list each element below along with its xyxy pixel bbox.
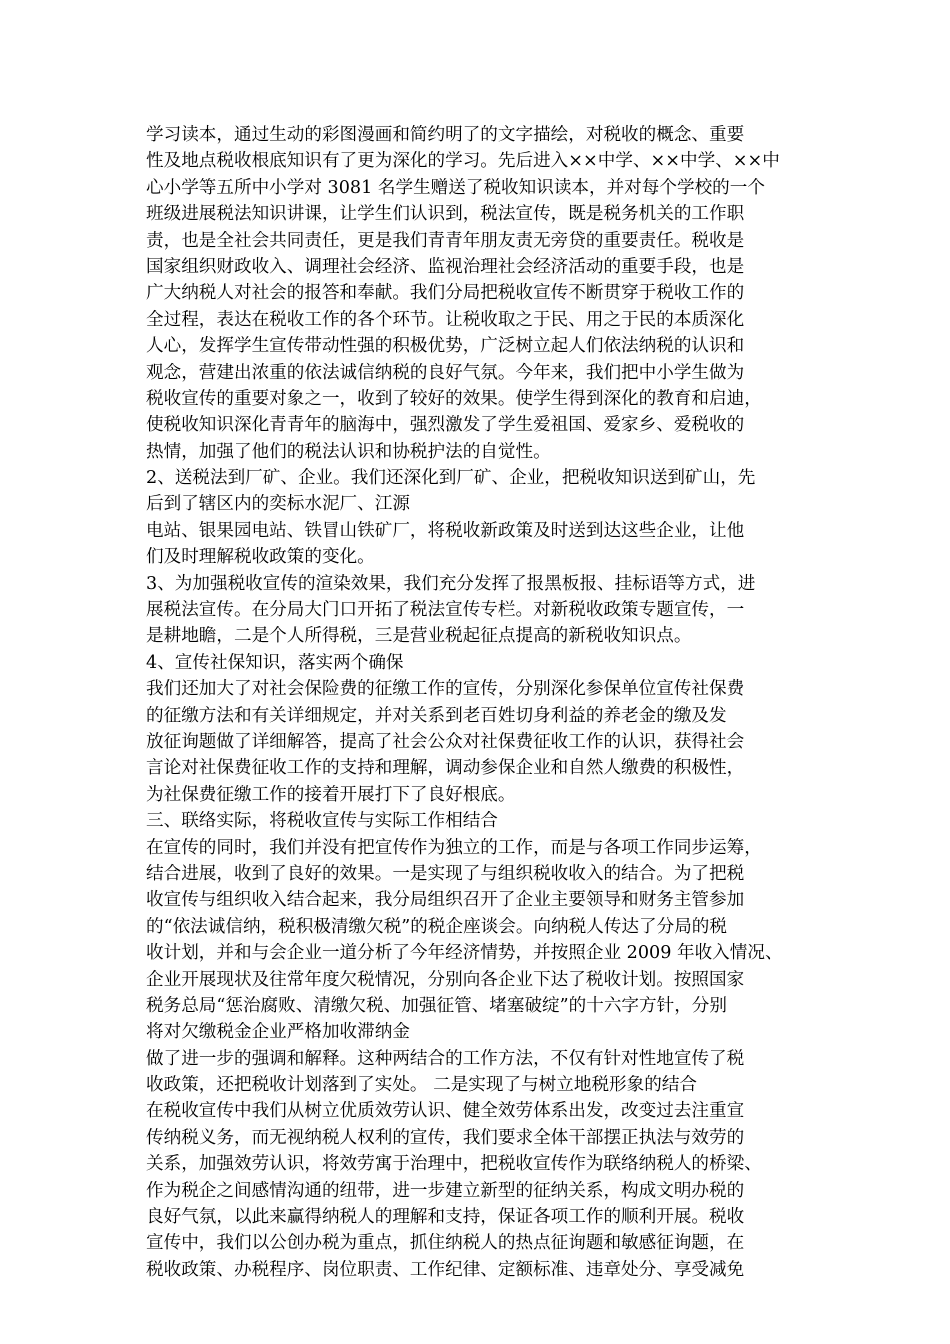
text-line: 良好气氛，以此来赢得纳税人的理解和支持，保证各项工作的顺利开展。税收 bbox=[146, 1207, 745, 1228]
text-line: 性及地点税收根底知识有了更为深化的学习。先后进入××中学、××中学、××中 bbox=[146, 151, 780, 172]
text-line: 观念，营建出浓重的依法诚信纳税的良好气氛。今年来，我们把中小学生做为 bbox=[146, 362, 745, 383]
text-line: 班级进展税法知识讲课，让学生们认识到，税法宣传，既是税务机关的工作职 bbox=[146, 204, 745, 225]
text-line: 企业开展现状及往常年度欠税情况，分别向各企业下达了税收计划。按照国家 bbox=[146, 969, 745, 990]
text-line: 做了进一步的强调和解释。这种两结合的工作方法，不仅有针对性地宣传了税 bbox=[146, 1048, 745, 1069]
text-line: 将对欠缴税金企业严格加收滞纳金 bbox=[146, 1022, 410, 1043]
text-line: 在宣传的同时，我们并没有把宣传作为独立的工作，而是与各项工作同步运筹， bbox=[146, 837, 762, 858]
text-line: 为社保费征缴工作的接着开展打下了良好根底。 bbox=[146, 784, 516, 805]
text-line: 税收宣传的重要对象之一，收到了较好的效果。使学生得到深化的教育和启迪， bbox=[146, 388, 762, 409]
text-line: 结合进展，收到了良好的效果。一是实现了与组织税收收入的结合。为了把税 bbox=[146, 863, 745, 884]
text-line: 学习读本，通过生动的彩图漫画和简约明了的文字描绘，对税收的概念、重要 bbox=[146, 125, 745, 145]
text-line: 的“依法诚信纳，税积极清缴欠税”的税企座谈会。向纳税人传达了分局的税 bbox=[146, 916, 727, 937]
text-line: 心小学等五所中小学对 3081 名学生赠送了税收知识读本，并对每个学校的一个 bbox=[146, 177, 765, 198]
text-line: 的征缴方法和有关详细规定，并对关系到老百姓切身利益的养老金的缴及发 bbox=[146, 705, 727, 726]
section-heading: 3、为加强税收宣传的渲染效果，我们充分发挥了报黑板报、挂标语等方式，进 bbox=[146, 573, 756, 594]
text-line: 作为税企之间感情沟通的纽带，进一步建立新型的征纳关系，构成文明办税的 bbox=[146, 1180, 745, 1201]
text-line: 电站、银果园电站、铁冒山铁矿厂，将税收新政策及时送到达这些企业，让他 bbox=[146, 520, 745, 541]
text-line: 国家组织财政收入、调理社会经济、监视治理社会经济活动的重要手段，也是 bbox=[146, 256, 745, 277]
section-heading: 2、送税法到厂矿、企业。我们还深化到厂矿、企业，把税收知识送到矿山，先 bbox=[146, 468, 756, 489]
text-line: 传纳税义务，而无视纳税人权利的宣传，我们要求全体干部摆正执法与效劳的 bbox=[146, 1127, 745, 1148]
text-line: 宣传中，我们以公创办税为重点，抓住纳税人的热点征询题和敏感征询题，在 bbox=[146, 1233, 745, 1254]
text-line: 收计划，并和与会企业一道分析了今年经济情势，并按照企业 2009 年收入情况、 bbox=[146, 943, 783, 964]
section-heading: 4、宣传社保知识，落实两个确保 bbox=[146, 652, 404, 673]
text-line: 税务总局“惩治腐败、清缴欠税、加强征管、堵塞破绽”的十六字方针，分别 bbox=[146, 995, 727, 1016]
text-line: 税收政策、办税程序、岗位职责、工作纪律、定额标准、违章处分、享受减免 bbox=[146, 1259, 745, 1280]
section-heading: 三、联络实际，将税收宣传与实际工作相结合 bbox=[146, 811, 498, 832]
text-line: 关系，加强效劳认识，将效劳寓于治理中，把税收宣传作为联络纳税人的桥梁、 bbox=[146, 1154, 762, 1175]
text-line: 是耕地瞻，二是个人所得税，三是营业税起征点提高的新税收知识点。 bbox=[146, 626, 692, 647]
text-line: 热情，加强了他们的税法认识和协税护法的自觉性。 bbox=[146, 441, 551, 462]
text-line: 全过程，表达在税收工作的各个环节。让税收取之于民、用之于民的本质深化 bbox=[146, 309, 745, 330]
text-line: 收政策，还把税收计划落到了实处。 二是实现了与树立地税形象的结合 bbox=[146, 1075, 698, 1096]
text-line: 放征询题做了详细解答，提高了社会公众对社保费征收工作的认识，获得社会 bbox=[146, 731, 745, 752]
text-line: 我们还加大了对社会保险费的征缴工作的宣传，分别深化参保单位宣传社保费 bbox=[146, 679, 745, 700]
text-line: 展税法宣传。在分局大门口开拓了税法宣传专栏。对新税收政策专题宣传，一 bbox=[146, 600, 745, 621]
text-line: 后到了辖区内的奕标水泥厂、江源 bbox=[146, 494, 410, 515]
text-line: 言论对社保费征收工作的支持和理解，调动参保企业和自然人缴费的积极性， bbox=[146, 758, 745, 779]
document-body bbox=[146, 122, 836, 1283]
text-line: 责，也是全社会共同责任，更是我们青青年朋友责无旁贷的重要责任。税收是 bbox=[146, 230, 745, 251]
text-line: 广大纳税人对社会的报答和奉献。我们分局把税收宣传不断贯穿于税收工作的 bbox=[146, 283, 745, 304]
text-line: 收宣传与组织收入结合起来，我分局组织召开了企业主要领导和财务主管参加 bbox=[146, 890, 745, 911]
text-line: 人心，发挥学生宣传带动性强的积极优势，广泛树立起人们依法纳税的认识和 bbox=[146, 336, 745, 357]
text-line: 们及时理解税收政策的变化。 bbox=[146, 547, 375, 568]
text-line: 使税收知识深化青青年的脑海中，强烈激发了学生爱祖国、爱家乡、爱税收的 bbox=[146, 415, 745, 436]
text-line: 在税收宣传中我们从树立优质效劳认识、健全效劳体系出发，改变过去注重宣 bbox=[146, 1101, 745, 1122]
